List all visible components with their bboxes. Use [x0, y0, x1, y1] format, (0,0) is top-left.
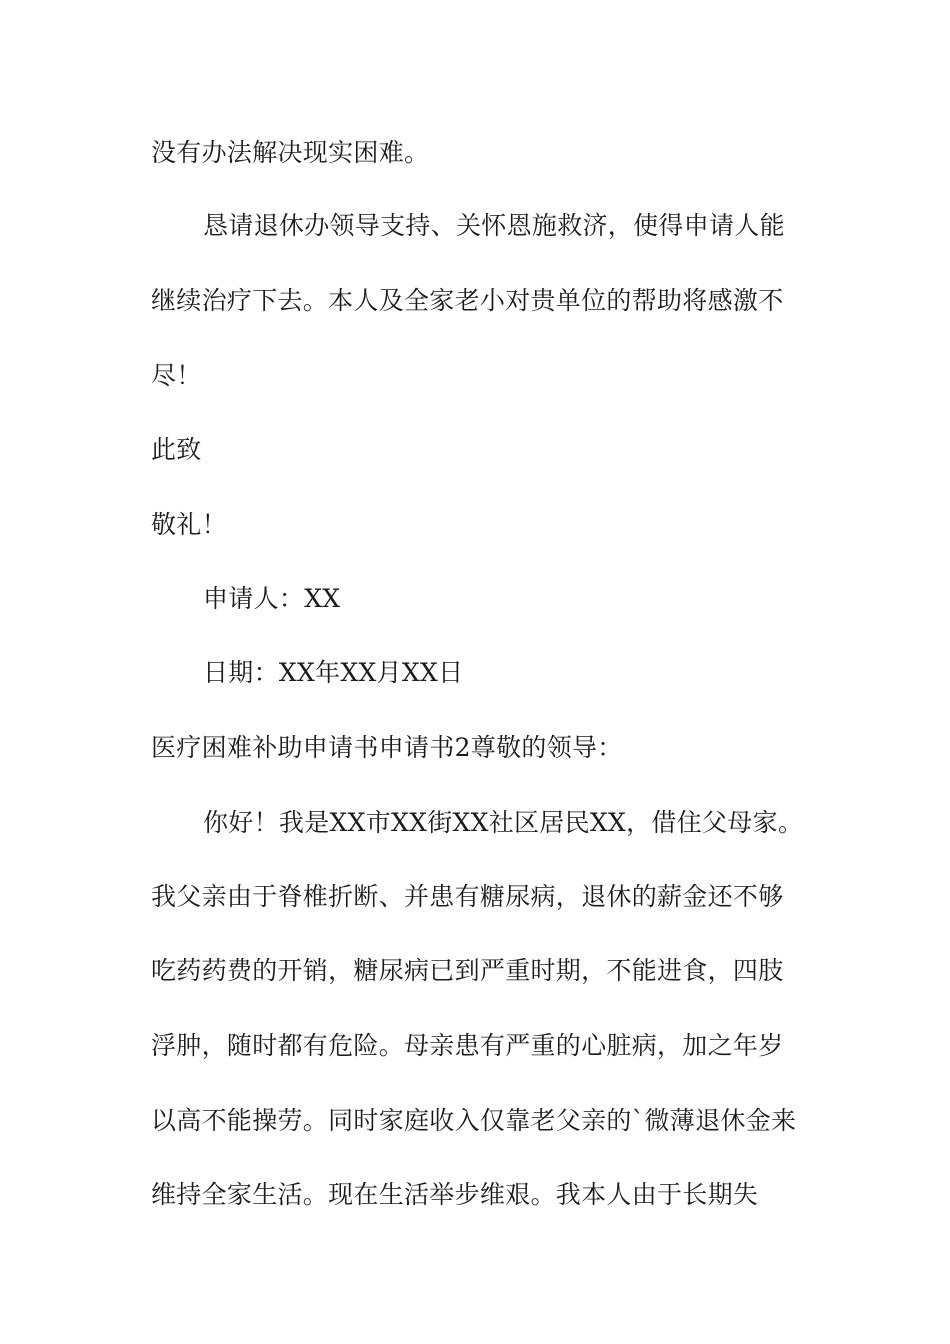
text-line: 我父亲由于脊椎折断、并患有糖尿病，退休的薪金还不够 [151, 882, 784, 911]
closing-line: 敬礼！ [151, 510, 227, 539]
text-line: 继续治疗下去。本人及全家老小对贵单位的帮助将感激不 [151, 286, 784, 315]
applicant-line: 申请人：XX [203, 584, 341, 613]
salutation-line: 此致 [151, 435, 202, 464]
text-line: 浮肿，随时都有危险。母亲患有严重的心脏病，加之年岁 [151, 1031, 784, 1060]
text-line: 以高不能操劳。同时家庭收入仅靠老父亲的`微薄退休金来 [151, 1106, 797, 1135]
text-line: 尽！ [151, 361, 202, 390]
section-heading: 医疗困难补助申请书申请书2尊敬的领导： [151, 733, 623, 762]
text-line: 维持全家生活。现在生活举步维艰。我本人由于长期失 [151, 1180, 759, 1209]
text-line: 没有办法解决现实困难。 [151, 138, 430, 167]
date-line: 日期：XX年XX月XX日 [203, 658, 464, 687]
text-line: 恳请退休办领导支持、关怀恩施救济，使得申请人能 [203, 211, 785, 240]
text-line: 你好！我是XX市XX街XX社区居民XX，借住父母家。 [203, 808, 804, 837]
text-line: 吃药药费的开销，糖尿病已到严重时期，不能进食，四肢 [151, 956, 784, 985]
